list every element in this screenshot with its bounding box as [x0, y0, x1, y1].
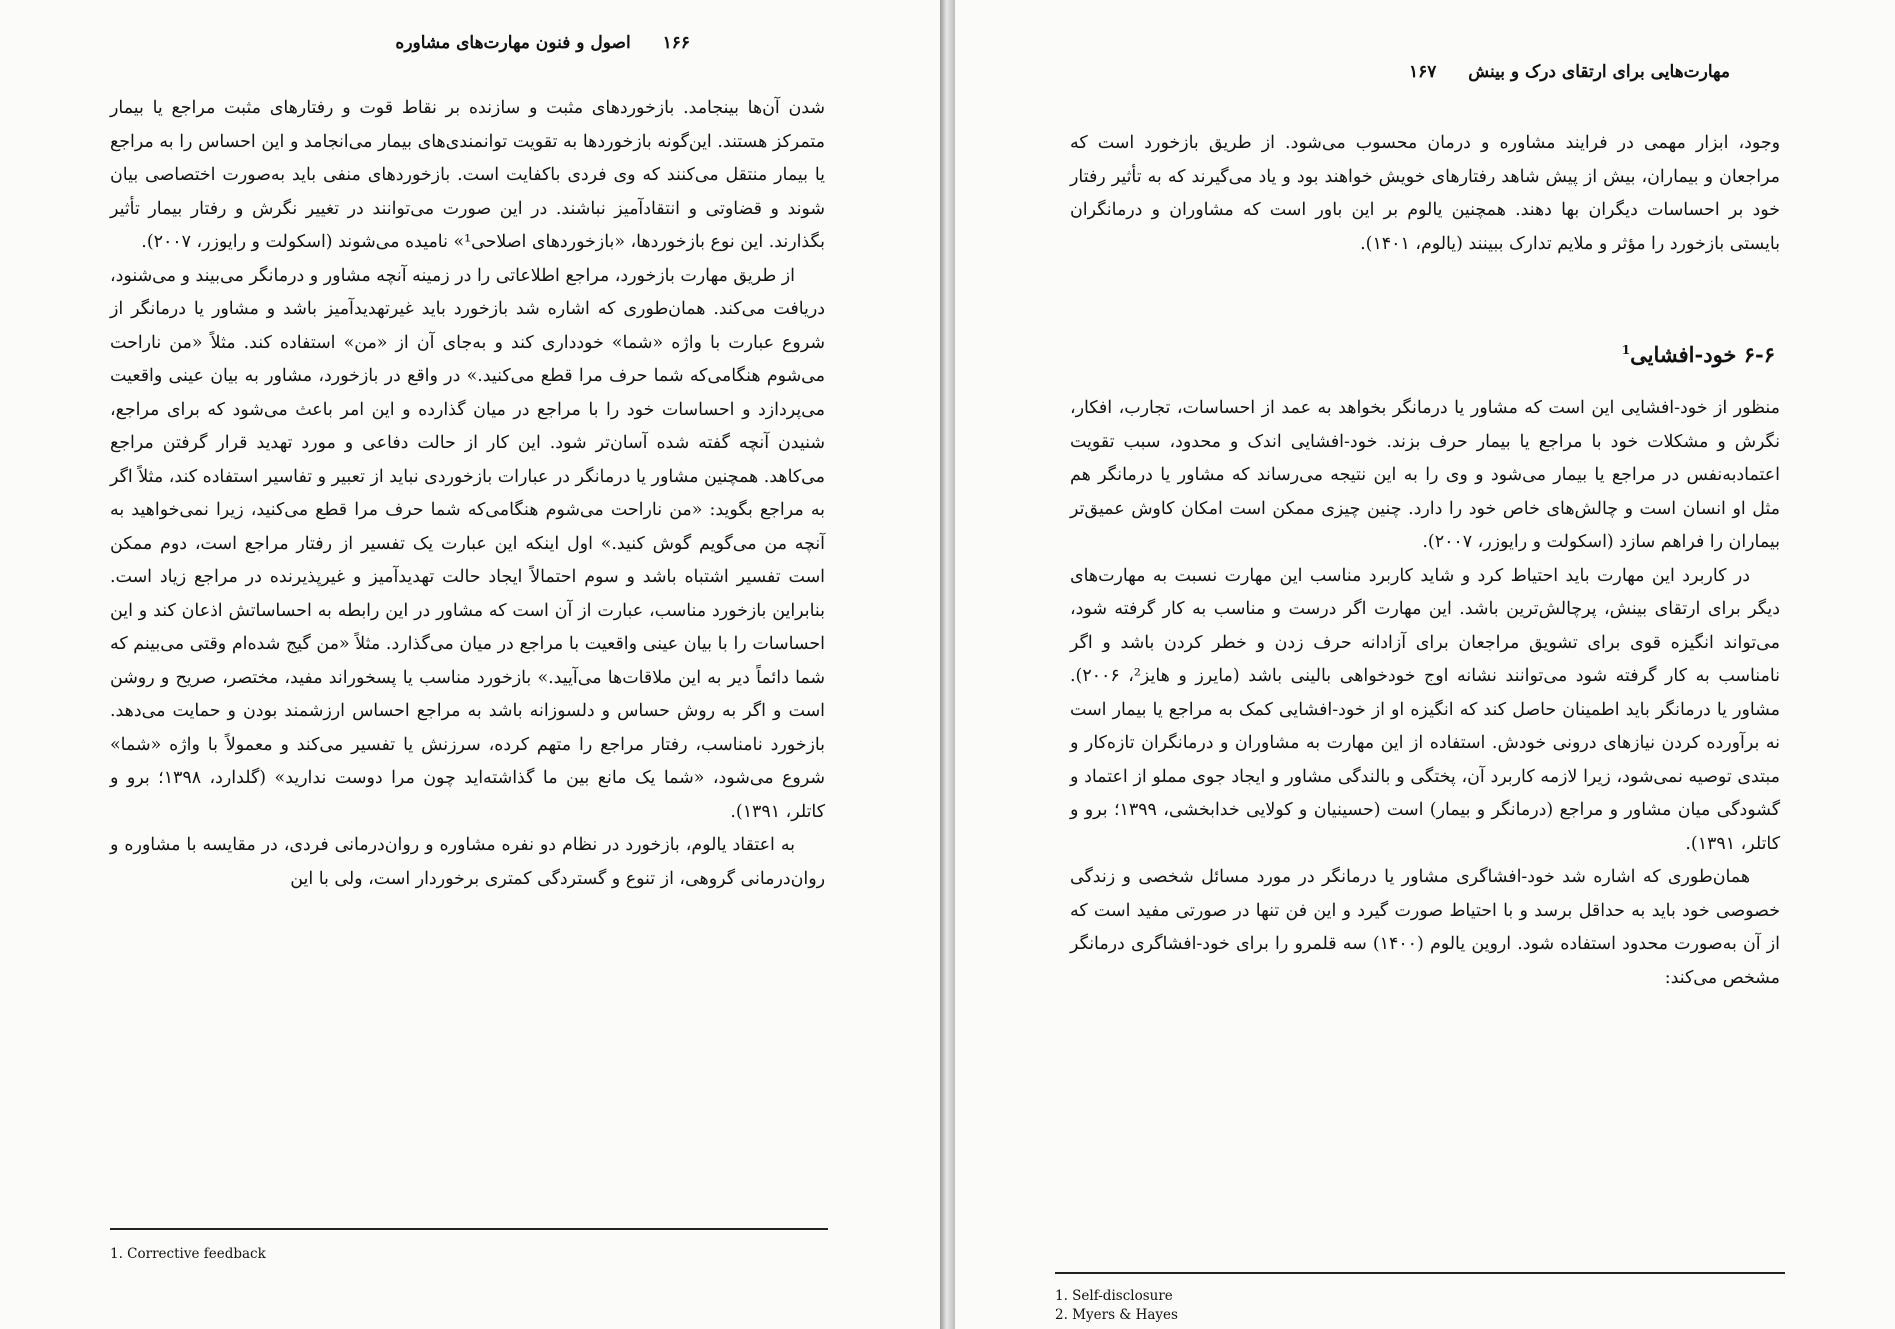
right-body-bottom [1070, 392, 1780, 995]
paragraph: منظور از خود-افشایی این است که مشاور یا درمانگر بخواهد به عمد از احساسات، تجارب، افکار، نگرش و مشکلات خود با مراجع یا بیمار حرف بزند. خود-افشایی اندک و محدود، سبب تقویت اعتمادبه‌نفس در مراجع یا بیمار می‌شود و وی را به این نتیجه می‌رساند که مشاور یا درمانگر هم مثل او انسان است و چالش‌های خاص خود را دارد. چنین چیزی ممکن است امکان کاوش عمیق‌تر بیماران را فراهم سازد (اسکولت و رایوزر، ۲۰۰۷). [1070, 398, 1780, 552]
footnote-marker: 1 [1621, 343, 1631, 357]
paragraph: به اعتقاد یالوم، بازخورد در نظام دو نفره مشاوره و روان‌درمانی فردی، در مقایسه با مشاوره و روان‌درمانی گروهی، از تنوع و گستردگی کمتری برخوردار است، ولی با این [110, 835, 825, 889]
footnotes [110, 1245, 610, 1264]
footnote: 2. Myers & Hayes [1055, 1307, 1178, 1323]
right-running-header [1230, 62, 1730, 82]
paragraph: از طریق مهارت بازخورد، مراجع اطلاعاتی را در زمینه آنچه مشاور و درمانگر می‌بیند و می‌شنود، دریافت می‌کند. همان‌طوری که اشاره شد بازخورد باید غیرتهدیدآمیز باشد و مشاور یا درمانگر از شروع عبارت با واژه «شما» خودداری کند و به‌جای آن از «من» استفاده کند. مثلاً «من ناراحت می‌شوم هنگامی‌که شما حرف مرا قطع می‌کنید.» در واقع در بازخورد، مشاور به بیان عینی واقعیت می‌پردازد و احساسات خود را با مراجع در میان گذارده و این امر باعث می‌شود که برای مراجع، شنیدن آنچه گفته شده آسان‌تر شود. این کار از حالت دفاعی و مورد تهدید قرار گرفتن مراجع می‌کاهد. همچنین مشاور یا درمانگر در عبارات بازخوردی نباید از تعبیر و تفاسیر استفاده کند، مثلاً اگر به مراجع بگوید: «من ناراحت می‌شوم هنگامی‌که شما حرف مرا قطع می‌کنید، زیرا نمی‌خواهید به آنچه من می‌گویم گوش کنید.» اول اینکه این عبارت یک تفسیر از رفتار مراجع است، دوم ممکن است تفسیر اشتباه باشد و سوم احتمالاً ایجاد حالت تهدیدآمیز و غیرپذیرنده در مراجع زیاد است. بنابراین بازخورد مناسب، عبارت از آن است که مشاور در این رابطه به احساساتش اذعان کند و این احساسات را با بیان عینی واقعیت با مراجع در میان می‌گذارد. مثلاً «من گیج شده‌ام وقتی می‌بینم که شما دائماً دیر به این ملاقات‌ها می‌آیید.» بازخورد مناسب یا پسخوراند مفید، مختصر، صریح و روشن است و اگر به روش حساس و دلسوزانه باشد به مراجع احساس ارزشمند بودن و حمایت می‌دهد. بازخورد نامناسب، رفتار مراجع را متهم کرده، سرزنش یا تفسیر می‌کند و معمولاً با واژه «شما» شروع می‌شود، «شما یک مانع بین ما گذاشته‌اید چون مرا دوست ندارید» (گلدارد، ۱۳۹۸؛ برو و کاتلر، ۱۳۹۱). [110, 265, 825, 822]
section-heading-text: ۶-۶ خود-افشایی [1630, 342, 1775, 367]
book-spine [940, 0, 955, 1329]
section-heading [1375, 342, 1775, 367]
footnotes [1055, 1287, 1555, 1325]
running-title: اصول و فنون مهارت‌های مشاوره [395, 33, 631, 53]
right-body-top [1070, 127, 1780, 261]
running-title: مهارت‌هایی برای ارتقای درک و بینش [1468, 62, 1730, 82]
footnote-rule [110, 1228, 828, 1230]
footnote: 1. Self-disclosure [1055, 1288, 1173, 1304]
footnote-rule [1055, 1272, 1785, 1274]
left-running-header [190, 33, 690, 53]
page-number: ۱۶۶ [662, 33, 690, 53]
footnote: 1. Corrective feedback [110, 1246, 266, 1262]
paragraph: در کاربرد این مهارت باید احتیاط کرد و شاید کاربرد مناسب این مهارت نسبت به مهارت‌های دیگر برای ارتقای بینش، پرچالش‌ترین باشد. این مهارت اگر درست و مناسب به کار گرفته شود، می‌تواند انگیزه قوی برای تشویق مراجعان برای آزادانه حرف زدن و خطر کردن باشد و اگر نامناسب به کار گرفته شود می‌توانند نشانه اوج خودخواهی بالینی باشد (مایرز و هایز²، ۲۰۰۶). مشاور یا درمانگر باید اطمینان حاصل کند که انگیزه او از خود-افشایی کمک به مراجع یا بیمار است نه برآورده کردن نیازهای درونی خودش. استفاده از این مهارت به مشاوران و درمانگران تازه‌کار و مبتدی توصیه نمی‌شود، زیرا لازمه کاربرد آن، پختگی و بالندگی مشاور و ایجاد جوی مملو از اعتماد و گشودگی میان مشاور و مراجع (درمانگر و بیمار) است (حسینیان و کولایی خدابخشی، ۱۳۹۹؛ برو و کاتلر، ۱۳۹۱). [1070, 565, 1780, 854]
paragraph: شدن آن‌ها بینجامد. بازخوردهای مثبت و سازنده بر نقاط قوت و رفتارهای مثبت مراجع یا بیمار متمرکز هستند. این‌گونه بازخوردها به تقویت توانمندی‌های بیمار می‌انجامد و این احساس را به مراجع یا بیمار منتقل می‌کنند که وی فردی باکفایت است. بازخوردهای منفی باید به‌صورت اختصاصی بیان شوند و قضاوتی و انتقادآمیز نباشند. در این صورت می‌توانند در تغییر نگرش و رفتار بیمار تأثیر بگذارند. این نوع بازخوردها، «بازخوردهای اصلاحی¹» نامیده می‌شوند (اسکولت و رایوزر، ۲۰۰۷). [110, 98, 825, 252]
page-number: ۱۶۷ [1408, 62, 1437, 82]
left-body [110, 92, 825, 896]
paragraph: وجود، ابزار مهمی در فرایند مشاوره و درمان محسوب می‌شود. از طریق بازخورد است که مراجعان و بیماران، بیش از پیش شاهد رفتارهای خویش خواهند بود و یاد می‌گیرند که به تأثیر رفتار خود بر احساسات دیگران بها دهند. همچنین یالوم بر این باور است که مشاوران و درمانگران بایستی بازخورد را مؤثر و ملایم تدارک ببینند (یالوم، ۱۴۰۱). [1070, 133, 1780, 254]
right-page [955, 0, 1895, 1329]
paragraph: همان‌طوری که اشاره شد خود-افشاگری مشاور یا درمانگر در مورد مسائل شخصی و زندگی خصوصی خود باید به حداقل برسد و با احتیاط صورت گیرد و این فن تنها در صورتی مفید است که از آن به‌صورت محدود استفاده شود. اروین یالوم (۱۴۰۰) سه قلمرو را برای خود-افشاگری درمانگر مشخص می‌کند: [1070, 867, 1780, 988]
left-page [0, 0, 940, 1329]
